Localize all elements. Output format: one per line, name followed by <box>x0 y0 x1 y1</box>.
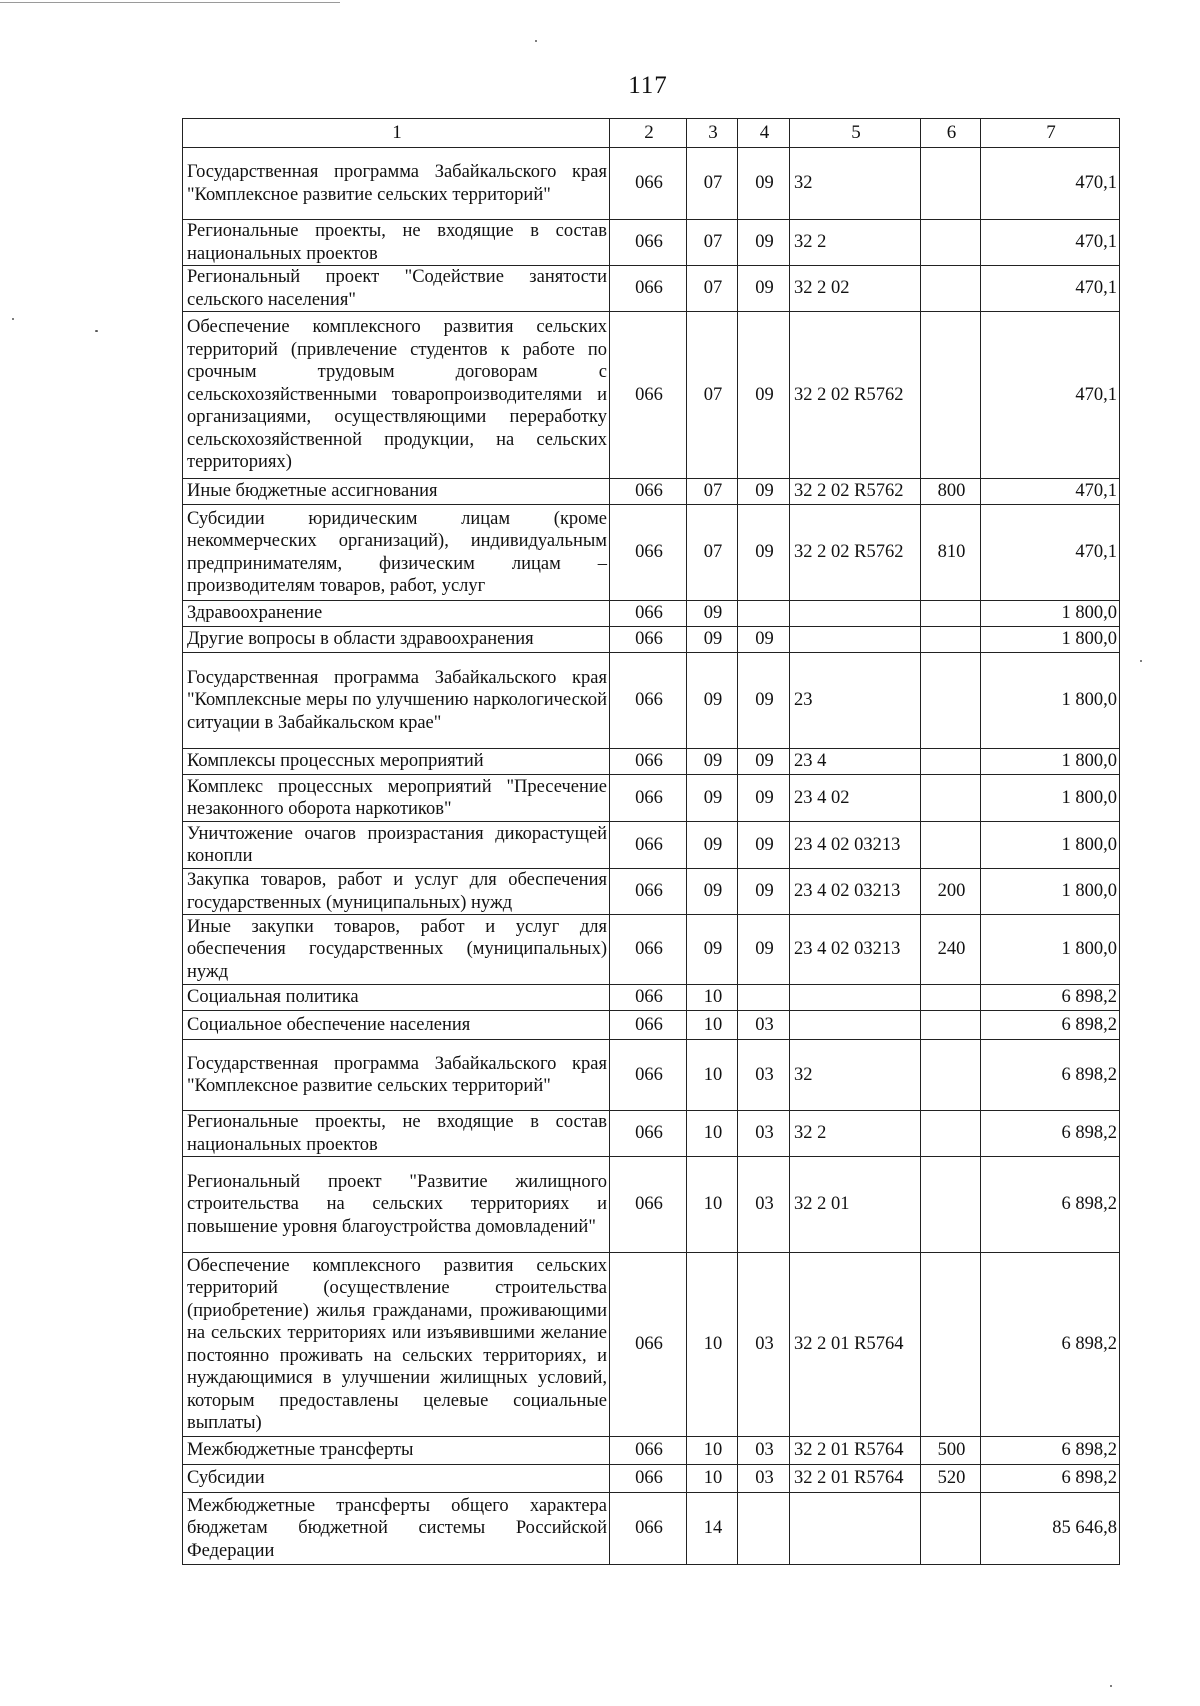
row-col-4: 09 <box>738 266 790 312</box>
row-col-6 <box>921 1111 981 1157</box>
row-col-4: 09 <box>738 869 790 915</box>
row-col-3: 07 <box>687 266 738 312</box>
row-col-3: 10 <box>687 1253 738 1437</box>
row-col-6: 500 <box>921 1437 981 1465</box>
row-col-3: 10 <box>687 1465 738 1493</box>
scan-speck <box>1110 1685 1112 1687</box>
row-col-6 <box>921 822 981 869</box>
row-col-2: 066 <box>610 601 687 627</box>
row-col-2: 066 <box>610 1111 687 1157</box>
row-col-7: 6 898,2 <box>981 1437 1120 1465</box>
scan-speck <box>1140 660 1142 662</box>
header-cell-2: 2 <box>610 119 687 148</box>
table-row <box>183 312 1120 479</box>
page-number: 117 <box>628 72 668 99</box>
row-col-5: 32 2 <box>790 1111 921 1157</box>
row-col-5: 23 <box>790 653 921 749</box>
row-col-3: 09 <box>687 822 738 869</box>
table-row <box>183 601 1120 627</box>
header-cell-3: 3 <box>687 119 738 148</box>
row-col-6 <box>921 985 981 1011</box>
row-col-5: 23 4 02 <box>790 775 921 822</box>
row-col-3: 09 <box>687 627 738 653</box>
row-col-3: 09 <box>687 915 738 985</box>
header-cell-5: 5 <box>790 119 921 148</box>
table-row <box>183 1157 1120 1253</box>
row-col-3: 09 <box>687 749 738 775</box>
header-cell-4: 4 <box>738 119 790 148</box>
budget-table <box>182 118 1120 1565</box>
row-col-5: 23 4 02 03213 <box>790 915 921 985</box>
row-col-6: 520 <box>921 1465 981 1493</box>
row-col-6 <box>921 1253 981 1437</box>
row-col-4: 09 <box>738 653 790 749</box>
table-row <box>183 627 1120 653</box>
row-col-4: 09 <box>738 505 790 601</box>
row-col-7: 6 898,2 <box>981 1040 1120 1111</box>
row-col-3: 09 <box>687 653 738 749</box>
row-col-5: 32 2 02 <box>790 266 921 312</box>
row-col-2: 066 <box>610 1157 687 1253</box>
row-description: Региональные проекты, не входящие в состав национальных проектов <box>183 1111 610 1157</box>
table-row <box>183 869 1120 915</box>
row-col-7: 1 800,0 <box>981 601 1120 627</box>
row-col-4: 09 <box>738 479 790 505</box>
row-col-4: 09 <box>738 627 790 653</box>
row-description: Комплекс процессных мероприятий "Пресечение незаконного оборота наркотиков" <box>183 775 610 822</box>
row-col-3: 14 <box>687 1493 738 1565</box>
row-col-2: 066 <box>610 312 687 479</box>
table-row <box>183 220 1120 266</box>
row-description: Закупка товаров, работ и услуг для обеспечения государственных (муниципальных) нужд <box>183 869 610 915</box>
scan-speck <box>95 330 98 332</box>
row-col-2: 066 <box>610 505 687 601</box>
row-col-3: 07 <box>687 505 738 601</box>
row-description: Межбюджетные трансферты <box>183 1437 610 1465</box>
row-col-3: 07 <box>687 479 738 505</box>
row-col-3: 09 <box>687 775 738 822</box>
row-col-4: 03 <box>738 1011 790 1040</box>
row-col-5 <box>790 1493 921 1565</box>
row-description: Здравоохранение <box>183 601 610 627</box>
row-description: Социальное обеспечение населения <box>183 1011 610 1040</box>
row-col-7: 1 800,0 <box>981 775 1120 822</box>
row-col-2: 066 <box>610 1437 687 1465</box>
row-col-4: 03 <box>738 1253 790 1437</box>
row-col-7: 6 898,2 <box>981 1465 1120 1493</box>
table-header-row <box>183 119 1120 148</box>
table-row <box>183 266 1120 312</box>
row-col-4 <box>738 985 790 1011</box>
row-col-7: 1 800,0 <box>981 653 1120 749</box>
row-col-6 <box>921 627 981 653</box>
row-col-5: 32 2 01 R5764 <box>790 1465 921 1493</box>
row-col-4: 03 <box>738 1465 790 1493</box>
row-col-3: 09 <box>687 869 738 915</box>
row-col-6: 800 <box>921 479 981 505</box>
row-col-7: 1 800,0 <box>981 822 1120 869</box>
row-col-5: 32 2 01 <box>790 1157 921 1253</box>
row-col-2: 066 <box>610 985 687 1011</box>
header-cell-1: 1 <box>183 119 610 148</box>
row-description: Субсидии <box>183 1465 610 1493</box>
row-col-6 <box>921 775 981 822</box>
row-col-4: 09 <box>738 915 790 985</box>
scan-speck <box>535 40 537 42</box>
row-col-5: 23 4 02 03213 <box>790 822 921 869</box>
row-col-5: 32 2 02 R5762 <box>790 479 921 505</box>
row-col-4: 03 <box>738 1437 790 1465</box>
row-col-7: 6 898,2 <box>981 1011 1120 1040</box>
table-row <box>183 822 1120 869</box>
row-col-3: 10 <box>687 1157 738 1253</box>
table-row <box>183 1111 1120 1157</box>
row-col-7: 6 898,2 <box>981 1253 1120 1437</box>
row-col-2: 066 <box>610 627 687 653</box>
header-cell-6: 6 <box>921 119 981 148</box>
row-description: Уничтожение очагов произрастания дикорастущей конопли <box>183 822 610 869</box>
row-col-5: 32 <box>790 1040 921 1111</box>
row-col-4: 09 <box>738 822 790 869</box>
row-col-7: 470,1 <box>981 220 1120 266</box>
row-col-7: 85 646,8 <box>981 1493 1120 1565</box>
row-col-6: 810 <box>921 505 981 601</box>
row-description: Иные бюджетные ассигнования <box>183 479 610 505</box>
scan-speck <box>12 318 14 320</box>
row-col-2: 066 <box>610 1465 687 1493</box>
table-row <box>183 1011 1120 1040</box>
row-col-7: 470,1 <box>981 479 1120 505</box>
table-row <box>183 775 1120 822</box>
row-col-4: 09 <box>738 312 790 479</box>
row-col-6 <box>921 653 981 749</box>
row-col-4: 09 <box>738 148 790 220</box>
row-col-2: 066 <box>610 148 687 220</box>
table-row <box>183 1493 1120 1565</box>
row-col-4: 09 <box>738 749 790 775</box>
row-col-6 <box>921 220 981 266</box>
header-cell-7: 7 <box>981 119 1120 148</box>
row-col-3: 07 <box>687 312 738 479</box>
row-col-7: 1 800,0 <box>981 627 1120 653</box>
row-col-4 <box>738 601 790 627</box>
row-description: Комплексы процессных мероприятий <box>183 749 610 775</box>
row-col-3: 10 <box>687 1437 738 1465</box>
table-row <box>183 653 1120 749</box>
row-col-2: 066 <box>610 479 687 505</box>
row-col-4: 09 <box>738 220 790 266</box>
row-description: Социальная политика <box>183 985 610 1011</box>
row-col-2: 066 <box>610 775 687 822</box>
row-description: Региональные проекты, не входящие в состав национальных проектов <box>183 220 610 266</box>
table-row <box>183 749 1120 775</box>
table-body <box>183 148 1120 1565</box>
row-col-3: 07 <box>687 148 738 220</box>
row-col-2: 066 <box>610 822 687 869</box>
row-col-3: 10 <box>687 1011 738 1040</box>
row-col-2: 066 <box>610 653 687 749</box>
table-row <box>183 985 1120 1011</box>
row-description: Обеспечение комплексного развития сельских территорий (осуществление строительства (приобретение) жилья гражданами, проживающими на сельских территориях или изъявившими желание постоянно проживать на сельских территориях, и нуждающимися в улучшении жилищных условий, которым предоставлены целевые социальные выплаты) <box>183 1253 610 1437</box>
row-col-4: 03 <box>738 1157 790 1253</box>
row-col-5: 32 2 02 R5762 <box>790 312 921 479</box>
row-col-7: 1 800,0 <box>981 869 1120 915</box>
table-row <box>183 1437 1120 1465</box>
row-col-6 <box>921 749 981 775</box>
row-col-5: 32 2 01 R5764 <box>790 1253 921 1437</box>
row-col-7: 470,1 <box>981 312 1120 479</box>
row-col-3: 10 <box>687 1111 738 1157</box>
row-col-6: 200 <box>921 869 981 915</box>
row-col-6 <box>921 148 981 220</box>
row-col-6 <box>921 601 981 627</box>
row-col-5: 23 4 <box>790 749 921 775</box>
row-col-5: 32 2 02 R5762 <box>790 505 921 601</box>
row-col-2: 066 <box>610 220 687 266</box>
row-col-4: 03 <box>738 1111 790 1157</box>
row-col-4 <box>738 1493 790 1565</box>
row-col-2: 066 <box>610 1011 687 1040</box>
row-col-2: 066 <box>610 749 687 775</box>
row-col-3: 07 <box>687 220 738 266</box>
row-description: Другие вопросы в области здравоохранения <box>183 627 610 653</box>
row-col-5 <box>790 985 921 1011</box>
row-description: Региональный проект "Развитие жилищного строительства на сельских территориях и повышение уровня благоустройства домовладений" <box>183 1157 610 1253</box>
row-col-4: 09 <box>738 775 790 822</box>
row-col-7: 1 800,0 <box>981 749 1120 775</box>
row-col-2: 066 <box>610 915 687 985</box>
table-row <box>183 1253 1120 1437</box>
row-description: Государственная программа Забайкальского края "Комплексное развитие сельских территорий" <box>183 148 610 220</box>
row-description: Обеспечение комплексного развития сельских территорий (привлечение студентов к работе по срочным трудовым договорам с сельскохозяйственными товаропроизводителями и организациями, осуществляющими переработку сельскохозяйственной продукции, на сельских территориях) <box>183 312 610 479</box>
row-col-7: 6 898,2 <box>981 1157 1120 1253</box>
row-col-7: 470,1 <box>981 505 1120 601</box>
row-col-6 <box>921 266 981 312</box>
row-description: Иные закупки товаров, работ и услуг для обеспечения государственных (муниципальных) нужд <box>183 915 610 985</box>
row-col-3: 10 <box>687 1040 738 1111</box>
row-col-2: 066 <box>610 1493 687 1565</box>
table-row <box>183 479 1120 505</box>
scan-edge-line <box>0 2 340 3</box>
row-col-2: 066 <box>610 869 687 915</box>
table-row <box>183 1465 1120 1493</box>
row-col-5: 32 <box>790 148 921 220</box>
row-col-3: 09 <box>687 601 738 627</box>
row-description: Межбюджетные трансферты общего характера бюджетам бюджетной системы Российской Федерации <box>183 1493 610 1565</box>
row-col-5 <box>790 627 921 653</box>
row-col-2: 066 <box>610 1040 687 1111</box>
row-col-3: 10 <box>687 985 738 1011</box>
row-col-6: 240 <box>921 915 981 985</box>
row-col-7: 470,1 <box>981 266 1120 312</box>
row-col-7: 6 898,2 <box>981 985 1120 1011</box>
row-col-5: 23 4 02 03213 <box>790 869 921 915</box>
row-col-6 <box>921 1011 981 1040</box>
row-description: Государственная программа Забайкальского края "Комплексное развитие сельских территорий" <box>183 1040 610 1111</box>
table-row <box>183 148 1120 220</box>
row-description: Субсидии юридическим лицам (кроме некоммерческих организаций), индивидуальным предпринимателям, физическим лицам – производителям товаров, работ, услуг <box>183 505 610 601</box>
table-row <box>183 505 1120 601</box>
row-description: Региональный проект "Содействие занятости сельского населения" <box>183 266 610 312</box>
row-col-7: 1 800,0 <box>981 915 1120 985</box>
table-row <box>183 915 1120 985</box>
row-col-6 <box>921 1040 981 1111</box>
row-description: Государственная программа Забайкальского края "Комплексные меры по улучшению наркологической ситуации в Забайкальском крае" <box>183 653 610 749</box>
row-col-5 <box>790 1011 921 1040</box>
table-row <box>183 1040 1120 1111</box>
row-col-6 <box>921 312 981 479</box>
row-col-6 <box>921 1493 981 1565</box>
row-col-4: 03 <box>738 1040 790 1111</box>
row-col-7: 6 898,2 <box>981 1111 1120 1157</box>
row-col-2: 066 <box>610 1253 687 1437</box>
row-col-6 <box>921 1157 981 1253</box>
row-col-5 <box>790 601 921 627</box>
row-col-7: 470,1 <box>981 148 1120 220</box>
row-col-5: 32 2 <box>790 220 921 266</box>
row-col-2: 066 <box>610 266 687 312</box>
row-col-5: 32 2 01 R5764 <box>790 1437 921 1465</box>
